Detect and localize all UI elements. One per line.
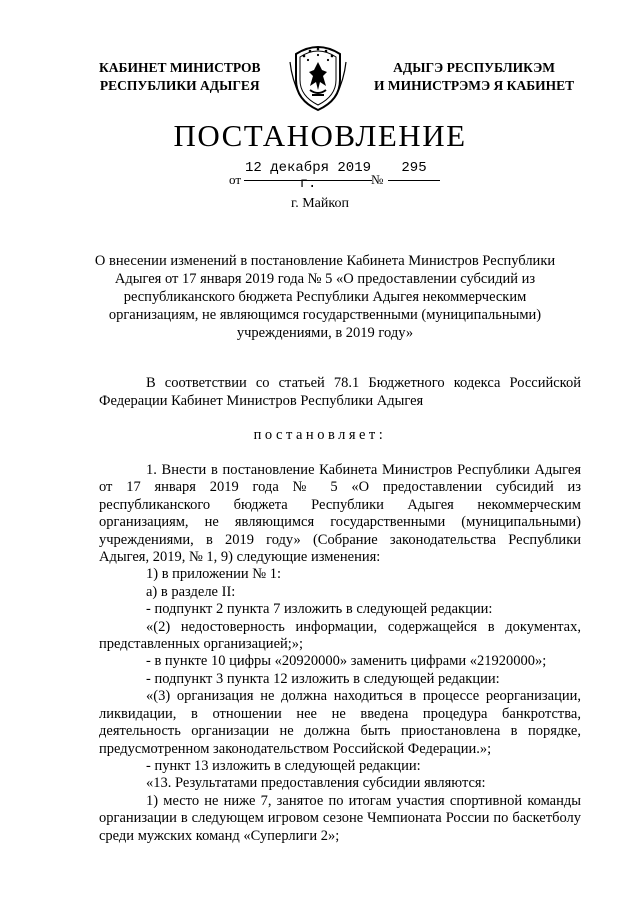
body-paragraph: - пункт 13 изложить в следующей редакции: [146, 757, 421, 774]
body-paragraph: «13. Результатами предоставления субсидии являются: [146, 775, 486, 792]
number-sign: № [371, 172, 384, 187]
body-paragraph: «(2) недостоверность информации, содержащейся в документах, представленных организацией;»; [99, 618, 581, 653]
preamble: В соответствии со статьей 78.1 Бюджетного кодекса Российской Федерации Кабинет Министров Республики Адыгея [99, 375, 581, 409]
body-paragraph: 1. Внести в постановление Кабинета Министров Республики Адыгея от 17 января 2019 года № 5 «О предоставлении субсидий из республиканского бюджета Республики Адыгея некоммерческим организациям, не являющимся государственными (муниципальными) учреждениями, в 2019 году» (Собрание законодательства Республики Адыгея, 2019, № 1, 9) следующие изменения: [99, 462, 581, 566]
header-left [99, 59, 261, 95]
header-left-line2: РЕСПУБЛИКИ АДЫГЕЯ [99, 78, 260, 93]
body-paragraph: «(3) организация не должна находиться в процессе реорганизации, ликвидации, в отношении нее не введена процедура банкротства, деятельность организации не должна быть приостановлена в порядке, предусмотренном законодательством Российской Федерации.»; [99, 688, 581, 757]
date-prefix: от [229, 172, 242, 187]
resolves-heading: постановляет: [253, 427, 387, 443]
body-paragraph: 1) место не ниже 7, занятое по итогам участия спортивной команды организации в следующем игровом сезоне Чемпионата России по баскетболу среди мужских команд «Суперлиги 2»; [99, 792, 581, 844]
header-right-line1: АДЫГЭ РЕСПУБЛИКЭМ [393, 60, 555, 75]
document-date: 12 декабря 2019 г. [244, 160, 372, 192]
body-paragraph: - в пункте 10 цифры «20920000» заменить цифрами «21920000»; [146, 653, 547, 670]
document-number: 295 [401, 160, 427, 176]
header-left-line1: КАБИНЕТ МИНИСТРОВ [99, 60, 261, 75]
coat-of-arms-icon [286, 40, 350, 112]
body-paragraph: - подпункт 2 пункта 7 изложить в следующей редакции: [146, 601, 493, 618]
body-paragraph: а) в разделе II: [146, 583, 236, 600]
header-right [374, 59, 574, 95]
date-number-line [0, 160, 640, 190]
document-body [99, 462, 581, 845]
header-right-line2: И МИНИСТРЭМЭ Я КАБИНЕТ [374, 78, 575, 93]
body-paragraph: - подпункт 3 пункта 12 изложить в следующей редакции: [146, 670, 500, 687]
document-title: ПОСТАНОВЛЕНИЕ [173, 118, 467, 153]
city: г. Майкоп [291, 196, 349, 211]
date-underline [244, 180, 372, 181]
document-subject: О внесении изменений в постановление Кабинета Министров Республики Адыгея от 17 января 2019 года № 5 «О предоставлении субсидий из республиканского бюджета Республики Адыгея некоммерческим организациям, не являющимся государственными (муниципальными) учреждениями, в 2019 году» [94, 253, 556, 341]
number-underline [388, 180, 440, 181]
body-paragraph: 1) в приложении № 1: [146, 566, 281, 583]
